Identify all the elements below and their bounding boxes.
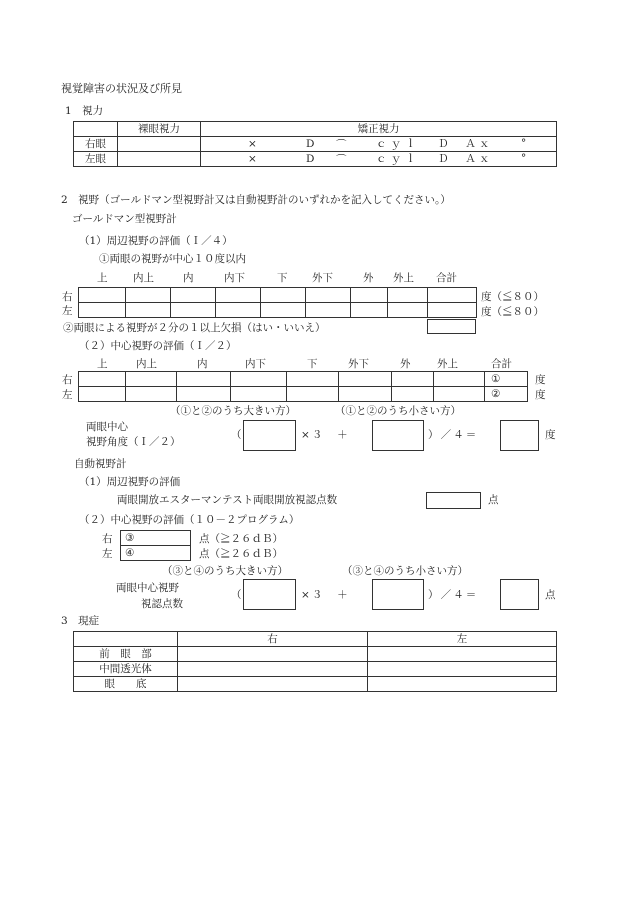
findings-header-blank — [74, 632, 178, 647]
score-box-4[interactable] — [120, 545, 191, 561]
field-cell[interactable] — [126, 372, 177, 387]
bracket-mark: ⌒ — [336, 139, 347, 151]
field-cell[interactable] — [339, 387, 392, 402]
section-3-heading: 3 現症 — [61, 615, 100, 627]
dir-inner-up: 内上 — [133, 272, 154, 284]
times-three-plus: ×３ ＋ — [301, 429, 350, 441]
field-cell[interactable] — [177, 387, 231, 402]
dir-total: 合計 — [491, 358, 512, 370]
field-cell[interactable] — [171, 303, 216, 318]
field-cell[interactable] — [79, 387, 126, 402]
bracket-mark: ⌒ — [336, 154, 347, 166]
dir-inner-down: 内下 — [245, 358, 266, 370]
larger-of-34: （③と④のうち大きい方） — [162, 565, 288, 577]
binocular-label-2: 視野角度（Ｉ／２） — [86, 436, 181, 448]
findings-row-label: 眼 底 — [74, 677, 178, 692]
dax-mark: Ｄ Ａｘ — [438, 153, 493, 165]
findings-cell[interactable] — [368, 647, 557, 662]
findings-header-left: 左 — [368, 632, 557, 647]
diopter-mark: D — [306, 153, 315, 165]
dir-outer: 外 — [400, 358, 411, 370]
field-cell[interactable] — [434, 387, 485, 402]
binocular2-label-2: 視認点数 — [141, 598, 183, 610]
paren-open: （ — [231, 589, 242, 601]
findings-cell[interactable] — [178, 677, 368, 692]
findings-header-right: 右 — [178, 632, 368, 647]
findings-cell[interactable] — [368, 677, 557, 692]
field-cell[interactable] — [79, 303, 126, 318]
field-cell[interactable] — [392, 372, 434, 387]
field-cell[interactable] — [306, 303, 351, 318]
result-angle-box[interactable] — [500, 420, 539, 451]
visual-acuity-table — [73, 121, 557, 167]
peripheral-field-table — [78, 287, 477, 318]
findings-cell[interactable] — [368, 662, 557, 677]
row-label-right: 右 — [62, 291, 73, 303]
item-2-answer-box[interactable] — [427, 319, 476, 334]
esterman-score-box[interactable] — [426, 492, 481, 509]
dir-inner-down: 内下 — [224, 272, 245, 284]
divide-four-equals: ）／４＝ — [428, 589, 479, 601]
dir-down: 下 — [307, 358, 318, 370]
goldmann-heading: ゴールドマン型視野計 — [72, 213, 177, 225]
degree-mark: ° — [521, 152, 527, 164]
field-cell[interactable] — [351, 303, 388, 318]
larger-score-box[interactable] — [243, 579, 296, 610]
marker-4: ④ — [125, 547, 135, 559]
field-cell[interactable] — [126, 303, 171, 318]
dir-outer-up: 外上 — [437, 358, 458, 370]
field-cell[interactable] — [216, 303, 261, 318]
binocular-label-1: 両眼中心 — [86, 421, 128, 433]
dir-outer-down: 外下 — [348, 358, 369, 370]
dir-outer-up: 外上 — [393, 272, 414, 284]
diopter-mark: D — [306, 138, 315, 150]
dir-down: 下 — [277, 272, 288, 284]
field-cell[interactable] — [261, 288, 306, 303]
section-1-heading: 1 視力 — [65, 105, 104, 117]
field-cell[interactable] — [351, 288, 388, 303]
findings-row-label: 中間透光体 — [74, 662, 178, 677]
larger-value-box[interactable] — [243, 420, 296, 451]
paren-open: （ — [231, 429, 242, 441]
field-cell[interactable] — [231, 387, 287, 402]
field-cell[interactable] — [388, 288, 428, 303]
score-box-3[interactable] — [120, 530, 191, 546]
deg-unit-1: 度 — [535, 374, 546, 386]
findings-cell[interactable] — [178, 647, 368, 662]
times-mark: × — [248, 138, 257, 150]
times-mark: × — [248, 153, 257, 165]
field-cell[interactable] — [79, 288, 126, 303]
dir-up: 上 — [97, 272, 108, 284]
dir-outer: 外 — [363, 272, 374, 284]
findings-table — [73, 631, 557, 692]
dax-mark: Ｄ Ａｘ — [438, 138, 493, 150]
row-label-left: 左 — [62, 305, 73, 317]
db-limit-right: 点（≧２６ｄＢ） — [199, 533, 283, 545]
dir-inner: 内 — [197, 358, 208, 370]
field-cell[interactable] — [231, 372, 287, 387]
field-cell[interactable] — [126, 387, 177, 402]
field-cell[interactable] — [434, 372, 485, 387]
acuity-header-naked: 裸眼視力 — [118, 122, 201, 137]
central-heading: （２）中心視野の評価（Ｉ／２） — [79, 340, 237, 352]
times-three-plus: ×３ ＋ — [301, 589, 350, 601]
central-field-table — [78, 371, 528, 402]
field-cell[interactable] — [79, 372, 126, 387]
acuity-header-blank — [74, 122, 118, 137]
auto-central-heading: （２）中心視野の評価（１０－２プログラム） — [79, 514, 300, 526]
field-cell[interactable] — [171, 288, 216, 303]
total-cell[interactable] — [428, 288, 477, 303]
deg-limit-right: 度（≦８０） — [481, 291, 544, 303]
item-1-label: ①両眼の視野が中心１０度以内 — [99, 253, 246, 265]
acuity-row-label: 右眼 — [74, 137, 118, 152]
divide-four-equals: ）／４＝ — [428, 429, 479, 441]
row-label-left: 左 — [62, 389, 73, 401]
smaller-of-12: （①と②のうち小さい方） — [335, 405, 461, 417]
field-cell[interactable] — [261, 303, 306, 318]
dir-inner: 内 — [183, 272, 194, 284]
acuity-header-corrected: 矯正視力 — [201, 122, 557, 137]
total-cell-1[interactable]: ① — [485, 372, 528, 387]
total-cell[interactable] — [428, 303, 477, 318]
field-cell[interactable] — [287, 387, 339, 402]
binocular2-label-1: 両眼中心視野 — [116, 582, 179, 594]
deg-limit-left: 度（≦８０） — [481, 306, 544, 318]
field-cell[interactable] — [392, 387, 434, 402]
cyl-mark: ｃｙｌ — [376, 138, 421, 150]
acuity-row-label: 左眼 — [74, 152, 118, 167]
db-limit-left: 点（≧２６ｄＢ） — [199, 548, 283, 560]
total-cell-2[interactable]: ② — [485, 387, 528, 402]
acuity-corrected-cell[interactable] — [201, 152, 557, 167]
dir-inner-up: 内上 — [136, 358, 157, 370]
auto-perimeter-heading: 自動視野計 — [74, 458, 127, 470]
dir-up: 上 — [97, 358, 108, 370]
result-angle-unit: 度 — [545, 429, 556, 441]
field-cell[interactable] — [339, 372, 392, 387]
acuity-corrected-cell[interactable] — [201, 137, 557, 152]
findings-cell[interactable] — [178, 662, 368, 677]
esterman-unit: 点 — [488, 494, 499, 506]
larger-of-12: （①と②のうち大きい方） — [170, 405, 296, 417]
smaller-value-box[interactable] — [372, 420, 424, 451]
row-label-left: 左 — [102, 548, 113, 560]
field-cell[interactable] — [306, 288, 351, 303]
row-label-right: 右 — [62, 374, 73, 386]
degree-mark: ° — [521, 137, 527, 149]
acuity-naked-cell[interactable] — [118, 152, 201, 167]
acuity-naked-cell[interactable] — [118, 137, 201, 152]
field-cell[interactable] — [126, 288, 171, 303]
auto-peripheral-heading: （1）周辺視野の評価 — [79, 476, 181, 488]
field-cell[interactable] — [177, 372, 231, 387]
smaller-score-box[interactable] — [372, 579, 424, 610]
section-2-heading: 2 視野（ゴールドマン型視野計又は自動視野計のいずれかを記入してください。） — [61, 194, 451, 206]
field-cell[interactable] — [388, 303, 428, 318]
dir-outer-down: 外下 — [312, 272, 333, 284]
findings-row-label: 前 眼 部 — [74, 647, 178, 662]
result-score-box[interactable] — [500, 579, 539, 610]
deg-unit-2: 度 — [535, 389, 546, 401]
item-2-label: ②両眼による視野が２分の１以上欠損（はい・いいえ） — [63, 322, 326, 334]
marker-3: ③ — [125, 532, 135, 544]
row-label-right: 右 — [102, 533, 113, 545]
peripheral-heading: （1）周辺視野の評価（Ｉ／４） — [79, 235, 233, 247]
smaller-of-34: （③と④のうち小さい方） — [342, 565, 468, 577]
cyl-mark: ｃｙｌ — [376, 153, 421, 165]
result-score-unit: 点 — [545, 589, 556, 601]
esterman-label: 両眼開放エスターマンテスト両眼開放視認点数 — [117, 494, 338, 506]
page-title: 視覚障害の状況及び所見 — [61, 82, 182, 95]
field-cell[interactable] — [287, 372, 339, 387]
dir-total: 合計 — [436, 272, 457, 284]
field-cell[interactable] — [216, 288, 261, 303]
